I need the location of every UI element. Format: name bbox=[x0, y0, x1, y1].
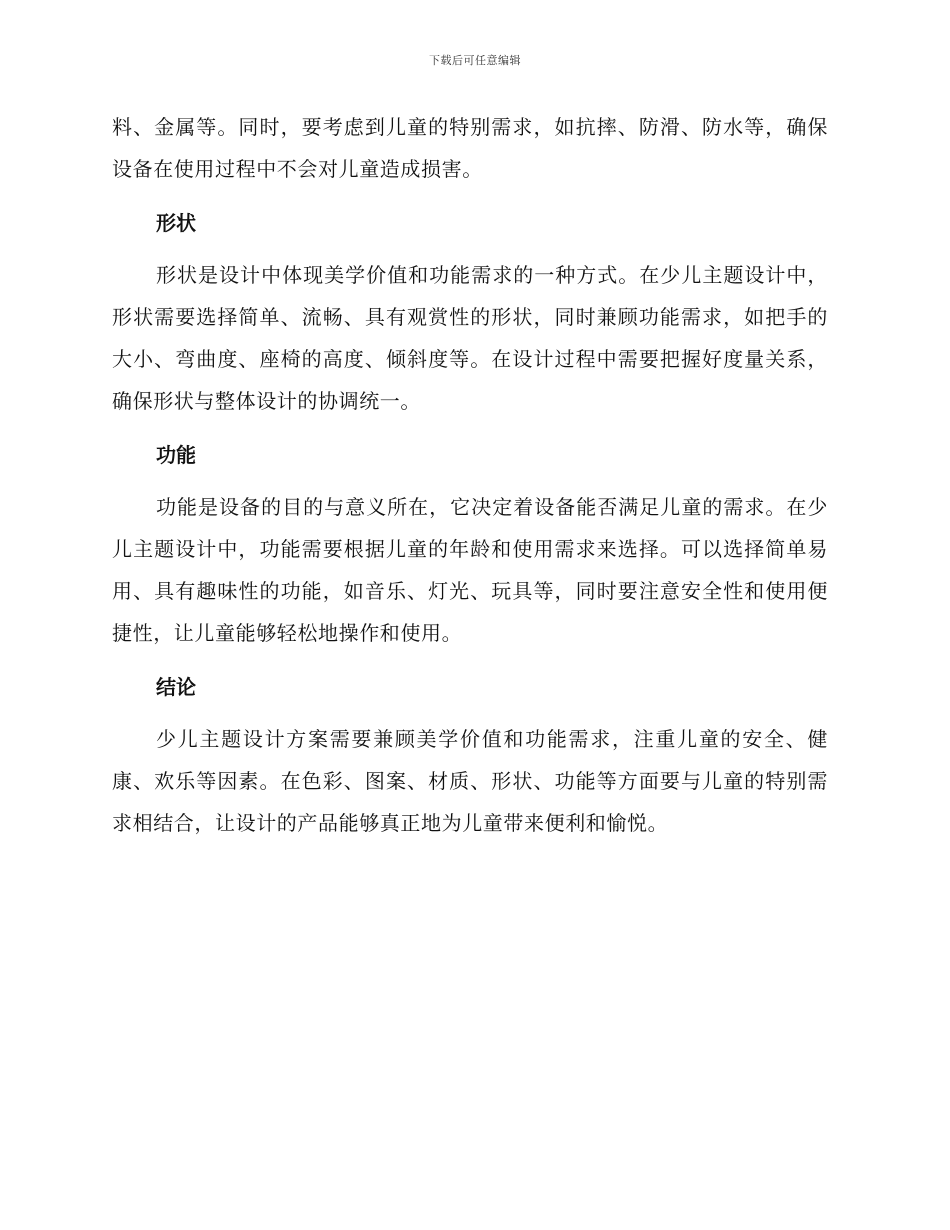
paragraph-intro-continued: 料、金属等。同时，要考虑到儿童的特别需求，如抗摔、防滑、防水等，确保设备在使用过程中不会对儿童造成损害。 bbox=[112, 115, 828, 181]
paragraph-shape: 形状是设计中体现美学价值和功能需求的一种方式。在少儿主题设计中，形状需要选择简单、流畅、具有观赏性的形状，同时兼顾功能需求，如把手的大小、弯曲度、座椅的高度、倾斜度等。在设计过程中需要把握好度量关系，确保形状与整体设计的协调统一。 bbox=[112, 263, 828, 413]
paragraph-function: 功能是设备的目的与意义所在，它决定着设备能否满足儿童的需求。在少儿主题设计中，功能需要根据儿童的年龄和使用需求来选择。可以选择简单易用、具有趣味性的功能，如音乐、灯光、玩具等，同时要注意安全性和使用便捷性，让儿童能够轻松地操作和使用。 bbox=[112, 495, 828, 645]
section-heading-function: 功能 bbox=[156, 443, 196, 467]
page-header: 下载后可任意编辑 bbox=[429, 54, 521, 67]
section-heading-shape: 形状 bbox=[156, 211, 196, 235]
section-heading-conclusion: 结论 bbox=[156, 675, 196, 699]
document-body bbox=[112, 106, 828, 844]
paragraph-conclusion: 少儿主题设计方案需要兼顾美学价值和功能需求，注重儿童的安全、健康、欢乐等因素。在色彩、图案、材质、形状、功能等方面要与儿童的特别需求相结合，让设计的产品能够真正地为儿童带来便利和愉悦。 bbox=[112, 727, 828, 835]
